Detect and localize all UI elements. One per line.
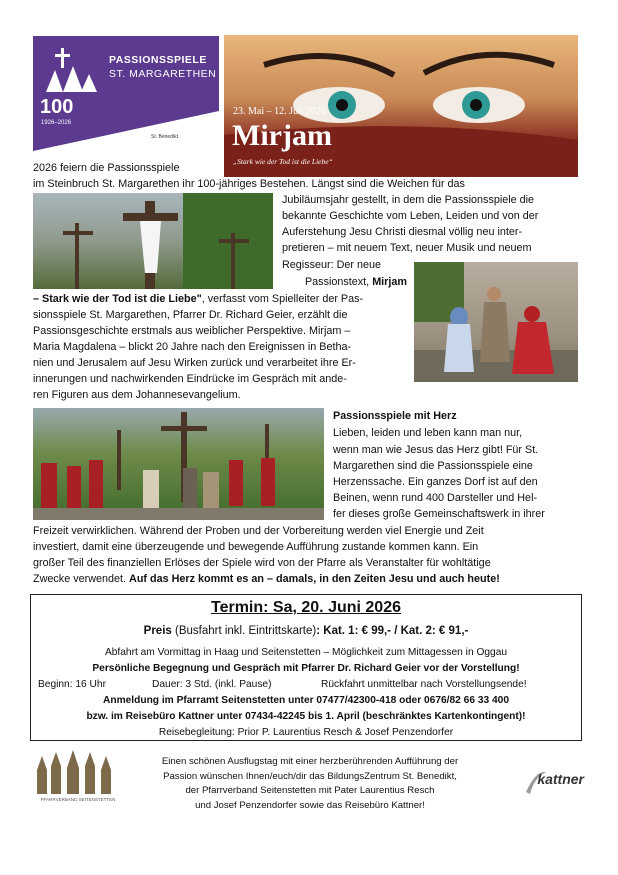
termin-anmeldung-2: bzw. im Reisebüro Kattner unter 07434-42245 bis 1. April (beschränktes Kartenkontingent)! bbox=[86, 711, 526, 722]
crosses-photo bbox=[33, 193, 273, 289]
heart-line-1: Lieben, leiden und leben kann man nur, bbox=[333, 427, 523, 439]
termin-begegnung: Persönliche Begegnung und Gespräch mit Pfarrer Dr. Richard Geier vor der Vorstellung! bbox=[92, 663, 520, 674]
full-line-4: Zwecke verwendet. Auf das Herz kommt es an – damals, in den Zeiten Jesu und auch heute! bbox=[33, 573, 500, 585]
logo-signature: St. Benedikt bbox=[151, 134, 178, 140]
narrow-line-1: Regisseur: Der neue bbox=[282, 259, 382, 271]
wide-line-1: – Stark wie der Tod ist die Liebe", verfasst vom Spielleiter der Pas- bbox=[33, 293, 364, 305]
termin-dauer: Dauer: 3 Std. (inkl. Pause) bbox=[152, 679, 272, 690]
footer-line-2: Passion wünschen Ihnen/euch/dir das BildungsZentrum St. Benedikt, bbox=[163, 770, 457, 782]
church-icon bbox=[41, 44, 101, 94]
termin-anmeldung-1: Anmeldung im Pfarramt Seitenstetten unter 07477/42300-418 oder 0676/82 66 33 400 bbox=[103, 695, 509, 706]
poster-subtitle: „Stark wie der Tod ist die Liebe“ bbox=[233, 157, 333, 166]
col-line-4: pretieren – mit neuem Text, neuer Musik und neuem bbox=[282, 242, 532, 254]
wide-line-2: sionsspiele St. Margarethen, Pfarrer Dr. Richard Geier, erzählt die bbox=[33, 309, 348, 321]
heart-line-5: Beinen, wenn rund 400 Darsteller und Hel- bbox=[333, 492, 538, 504]
wide-line-3: Passionsgeschichte erstmals aus weiblicher Perspektive. Mirjam – bbox=[33, 325, 351, 337]
full-line-3: großer Teil des finanziellen Erlöses der Spiele wird von der Pfarre als Veranstalter für wohltätige bbox=[33, 557, 491, 569]
pfarrverband-label: PFARRVERBAND SEITENSTETTEN bbox=[40, 797, 116, 802]
termin-begleitung: Reisebegleitung: Prior P. Laurentius Resch & Josef Penzendorfer bbox=[158, 727, 454, 738]
actors-photo bbox=[414, 262, 578, 382]
intro-line1: 2026 feiern die Passionsspiele bbox=[33, 162, 180, 174]
intro-line2: im Steinbruch St. Margarethen ihr 100-jähriges Bestehen. Längst sind die Weichen für das bbox=[33, 178, 465, 190]
poster-date: 23. Mai – 12. Juli 2026 bbox=[233, 106, 327, 117]
heart-line-3: Margarethen sind die Passionsspiele eine bbox=[333, 460, 533, 472]
crucifixion-photo bbox=[33, 408, 324, 520]
logo-title-line2: ST. MARGARETHEN bbox=[109, 68, 217, 80]
termin-box bbox=[30, 594, 582, 741]
passionsspiele-logo bbox=[33, 36, 219, 151]
wide-line-5: nien und Jerusalem auf Jesu Wirken zurück und verarbeitet ihre Er- bbox=[33, 357, 356, 369]
footer-line-1: Einen schönen Ausflugstag mit einer herzberührenden Aufführung der bbox=[161, 756, 459, 767]
wide-line-4: Maria Magdalena – blickt 20 Jahre nach den Ereignissen in Betha- bbox=[33, 341, 352, 353]
heart-line-4: Herzenssache. Ein ganzes Dorf ist auf den bbox=[333, 476, 538, 488]
termin-rueckfahrt: Rückfahrt unmittelbar nach Vorstellungsende! bbox=[321, 679, 527, 690]
full-line-1: Freizeit verwirklichen. Während der Proben und der Vorbereitung werden viel Energie und Zeit bbox=[33, 525, 484, 537]
termin-preis: Preis (Busfahrt inkl. Eintrittskarte): Kat. 1: € 99,- / Kat. 2: € 91,- bbox=[143, 625, 469, 637]
col-line-3: Auferstehung Jesu Christi diesmal völlig neu inter- bbox=[282, 226, 523, 238]
logo-anniversary: 100 bbox=[40, 96, 74, 118]
wide-line-6: innerungen und nachwirkenden Eindrücke im Gespräch mit ande- bbox=[33, 373, 347, 385]
kattner-wordmark: kattner bbox=[537, 771, 584, 787]
termin-abfahrt: Abfahrt am Vormittag in Haag und Seitenstetten – Möglichkeit zum Mittagessen in Oggau bbox=[104, 647, 508, 658]
logo-years: 1926–2026 bbox=[41, 120, 72, 126]
mirjam-poster bbox=[224, 35, 578, 177]
footer-line-4: und Josef Penzendorfer sowie das Reisebüro Kattner! bbox=[195, 799, 425, 811]
logo-title-line1: PASSIONSSPIELE bbox=[109, 54, 207, 66]
full-line-2: investiert, damit eine überzeugende und bewegende Aufführung zustande kommen kann. Ein bbox=[33, 541, 479, 553]
col-line-1: Jubiläumsjahr gestellt, in dem die Passionsspiele die bbox=[282, 194, 535, 206]
narrow-line-2: Passionstext, Mirjam bbox=[304, 276, 407, 288]
termin-title: Termin: Sa, 20. Juni 2026 bbox=[210, 599, 401, 616]
pfarrverband-logo bbox=[33, 748, 123, 806]
col-line-2: bekannte Geschichte vom Leben, Leiden und von der bbox=[282, 210, 539, 222]
heart-line-2: wenn man wie Jesus das Herz gibt! Für St. bbox=[333, 444, 539, 456]
termin-beginn: Beginn: 16 Uhr bbox=[38, 679, 106, 690]
heart-heading: Passionsspiele mit Herz bbox=[333, 410, 457, 422]
footer-text bbox=[130, 755, 490, 813]
poster-title: Mirjam bbox=[232, 119, 332, 152]
wide-line-7: ren Figuren aus dem Johannesevangelium. bbox=[33, 389, 241, 401]
kattner-logo bbox=[522, 760, 584, 800]
footer-line-3: der Pfarrverband Seitenstetten mit Pater Laurentius Resch bbox=[185, 785, 435, 797]
heart-line-6: fer dieses große Gemeinschaftswerk in ihrer bbox=[333, 508, 545, 520]
